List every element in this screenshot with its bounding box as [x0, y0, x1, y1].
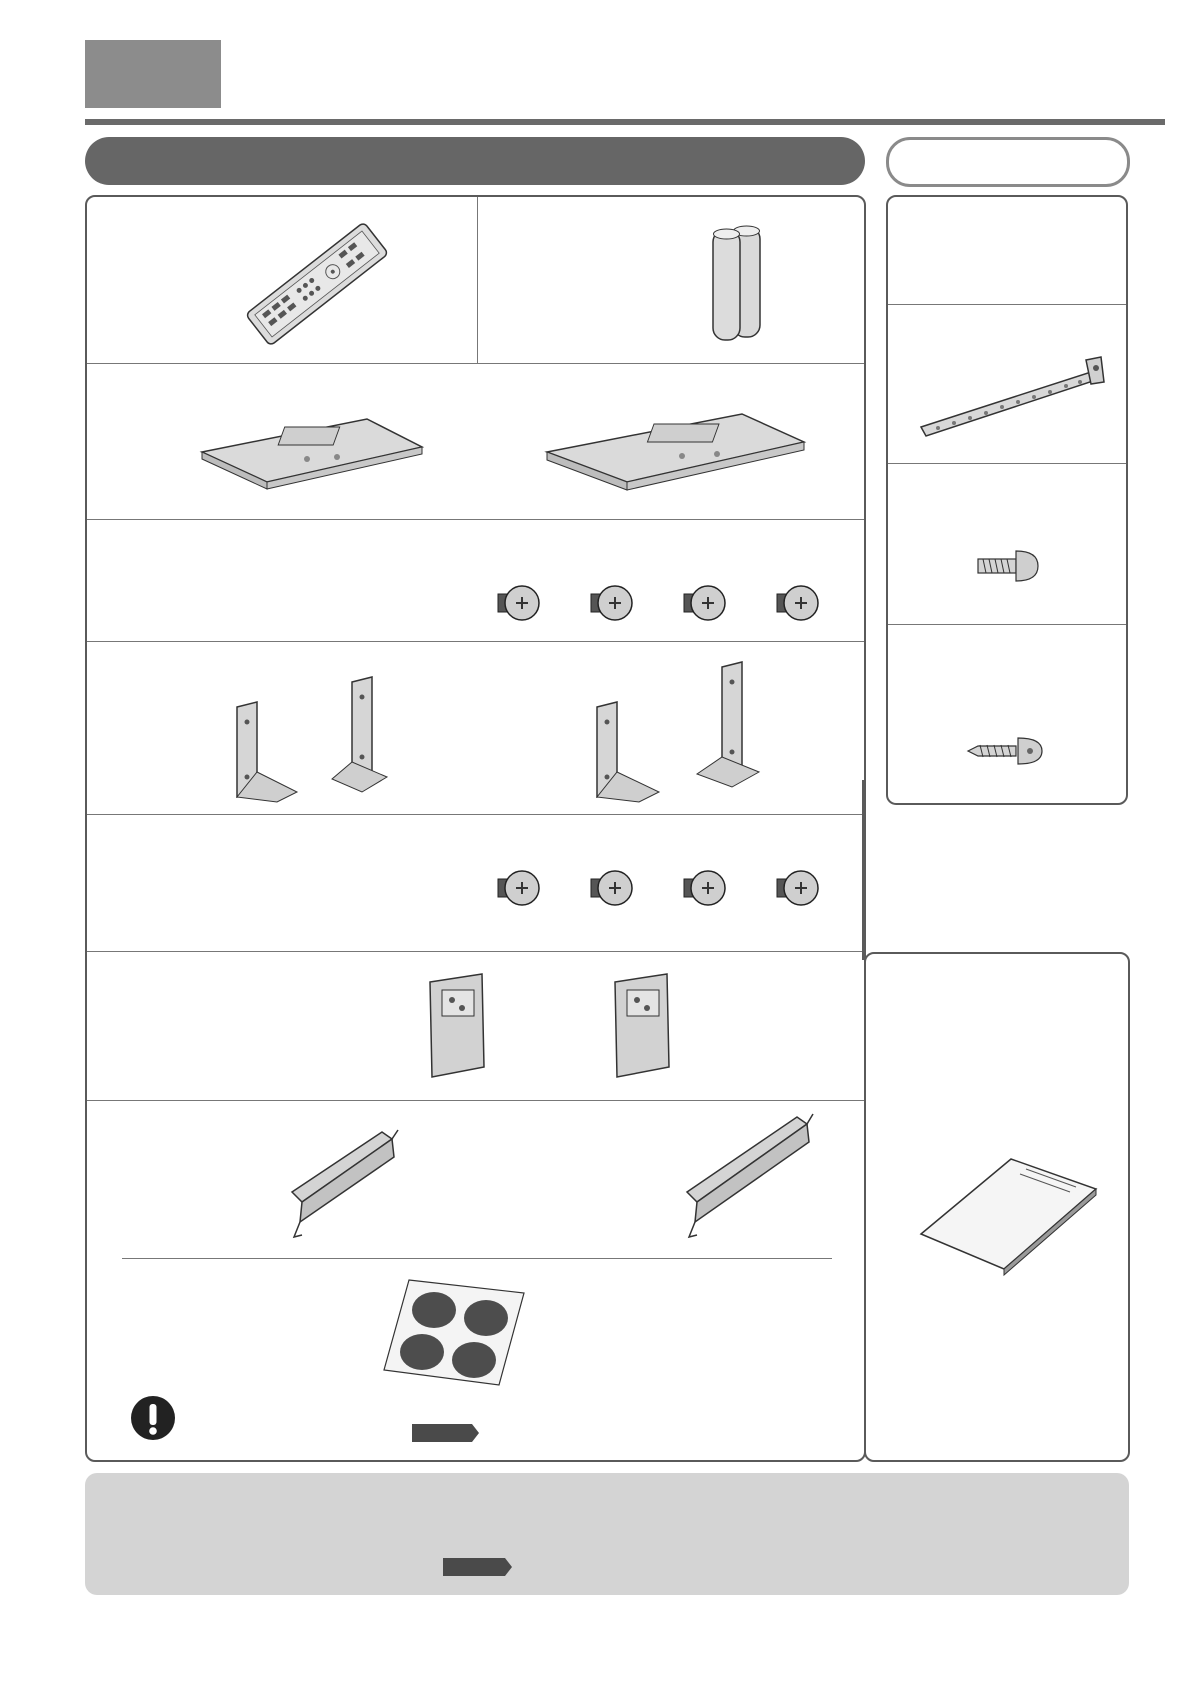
included-accessories-header [85, 137, 865, 185]
stand-brackets-illustration [227, 677, 427, 807]
column-divider [477, 197, 478, 363]
support-rail-long-illustration [677, 1112, 817, 1247]
note-box [85, 1473, 1129, 1595]
row-divider [888, 304, 1126, 305]
mounting-plate-illustration [607, 972, 677, 1087]
stand-base-illustration [197, 407, 427, 497]
screw-icon [777, 871, 818, 905]
screw-icon [591, 871, 632, 905]
fall-prevention-band-illustration [916, 352, 1106, 447]
operation-manual-panel [864, 952, 1130, 1462]
operation-manual-illustration [916, 1154, 1101, 1274]
stand-base-large-illustration [542, 402, 812, 497]
screw-icon [591, 586, 632, 620]
bracket-icon [237, 702, 297, 802]
row-divider [87, 951, 864, 952]
header-rule [85, 119, 1165, 125]
section-tab [85, 40, 221, 108]
bracket-icon [332, 677, 387, 792]
bracket-icon [597, 702, 659, 802]
row-divider [888, 624, 1126, 625]
page-ref-arrow[interactable] [443, 1557, 513, 1577]
stand-screws-illustration [492, 582, 837, 632]
bracket-icon [697, 662, 759, 787]
exclamation-icon [130, 1395, 176, 1441]
stand-brackets-large-illustration [587, 662, 787, 807]
row-divider [87, 641, 864, 642]
screw-icon [684, 871, 725, 905]
row-divider [87, 363, 864, 364]
sidebar-header [886, 137, 1130, 187]
screw-icon [498, 871, 539, 905]
row-divider [888, 463, 1126, 464]
optional-parts-panel [886, 195, 1128, 805]
screw-icon [498, 586, 539, 620]
screw-icon [777, 586, 818, 620]
row-divider [87, 519, 864, 520]
panel-connector [862, 780, 864, 960]
batteries-illustration [707, 222, 777, 347]
row-divider [87, 1100, 864, 1101]
wood-screw-icon [966, 734, 1048, 768]
remote-control-illustration [237, 212, 397, 357]
bracket-screws-illustration [492, 867, 837, 917]
felt-pads-illustration [379, 1275, 529, 1390]
page-ref-arrow[interactable] [412, 1423, 480, 1443]
row-divider [87, 814, 864, 815]
row-divider-thin [122, 1258, 832, 1259]
support-rail-illustration [282, 1127, 407, 1247]
screw-icon [684, 586, 725, 620]
mounting-plate-illustration [422, 972, 492, 1087]
accessories-panel [85, 195, 866, 1462]
screw-short-icon [976, 547, 1038, 587]
